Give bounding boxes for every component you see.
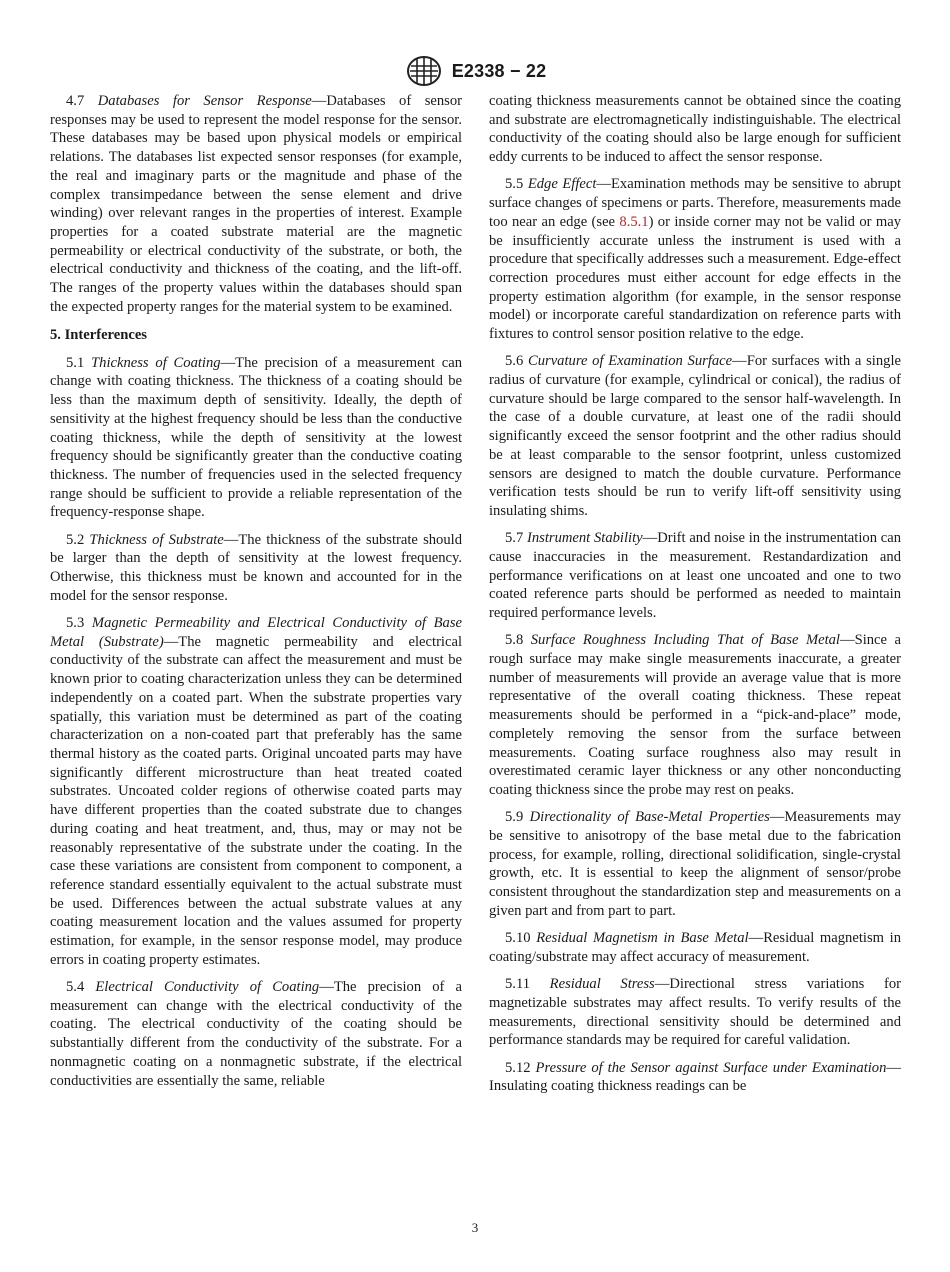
paragraph-text: The magnetic permeability and electrical conductivity of the substrate can affect the measurement and must be known prior to coating characterization unless they can be determined independently on a coated part. When the substrate properties vary spatially, this variation must be determined as part of the coating characterization on a non-coated part that preferably has the same thermal history as the coated parts. Original uncoated parts may have significantly different microstructure than heat treated coated substrates. Uncoated colder regions of otherwise coated parts may have different properties than the coated substrate due to changes during coating and heat treatment, and, thus, may or may not be reasonably representative of the substrate under the coating. In the case these variations are consistent from component to component, a reference standard essentially equivalent to the actual substrate must be used. Differences between the actual substrate values at any coating measurement location and the values assumed for property estimation, for example, in the sensor response model, may produce errors in coating property estimates.	[50, 633, 462, 968]
paragraph-text: Directional stress variations for magnetizable substrates may affect results. To verify results of the measurements, directional sensitivity should be determined and performance standards may be required for careful validation.	[489, 976, 901, 1049]
section-number: 5.1	[66, 354, 85, 371]
paragraph-4-7: 4.7 Databases for Sensor Response—Databases of sensor responses may be used to represent the model response for the sensor. These databases may be based upon physical models or empirical relations. The databases list expected sensor responses (for example, the real and imaginary parts or the magnitude and phase of the complex transimpedance between the sense element and drive winding) over relevant ranges in the properties of interest. Example properties for a coated substrate material are the magnetic permeability or electrical conductivity of the substrate, or both, the electrical conductivity and thickness of the coating, and the lift-off. The ranges of the property values within the databases should span the expected property ranges for the material system to be examined.	[50, 93, 462, 315]
section-title: Curvature of Examination Surface	[527, 353, 733, 370]
section-number: 5.9	[505, 809, 524, 826]
paragraph-text: Databases of sensor responses may be used to represent the model response for the sensor. These databases may be based upon physical models or empirical relations. The databases list expected sensor responses (for example, the real and imaginary parts or the magnitude and phase of the complex transimpedance between the sense element and drive winding) over relevant ranges in the properties of interest. Example properties for a coated substrate material are the magnetic permeability or electrical conductivity of the substrate, or both, the electrical conductivity and thickness of the coating, and the lift-off. The ranges of the property values within the databases should span the expected property ranges for the material system to be examined.	[50, 93, 462, 315]
paragraph-5-10: 5.10 Residual Magnetism in Base Metal—Residual magnetism in coating/substrate may affect accuracy of measurement.	[489, 930, 901, 965]
page-number: 3	[471, 1220, 479, 1235]
section-title: Electrical Conductivity of Coating	[95, 979, 320, 996]
paragraph-text: For surfaces with a single radius of curvature (for example, cylindrical or conical), the radius of curvature should be large compared to the sensor half-wavelength. In the case of a double curvature, at least one of the radii should significantly exceed the sensor footprint and the other radius should be at least comparable to the sensor footprint, unless customized sensors are designed to match the double curvature. Performance verification tests should be run to verify lift-off sensitivity using insulating shims.	[489, 353, 901, 519]
section-title: Databases for Sensor Response	[97, 93, 312, 109]
paragraph-text: Measurements may be sensitive to anisotropy of the base metal due to the fabrication process, for example, rolling, directional solidification, single-crystal growth, etc. It is essential to keep the alignment of sensor/probe consistent throughout the standardization step and measurements on a given part and from part to part.	[489, 809, 901, 919]
paragraph-5-1: 5.1 Thickness of Coating—The precision of a measurement can change with coating thickness. The thickness of a coating should be less than the maximum depth of sensitivity. Ideally, the depth of sensitivity at the highest frequency should be less than the conductive coating thickness, while the depth of sensitivity at the lowest frequency should be significantly greater than the conductive coating thickness. The number of frequencies used in the selected frequency range should be sufficient to provide a reliable representation of the frequency-response shape.	[50, 354, 462, 521]
paragraph-text: Drift and noise in the instrumentation can cause inaccuracies in the measurement. Restandardization and performance verifications on at least one uncoated and one to two coated reference parts should be performed as needed to maintain required performance levels.	[489, 530, 901, 622]
section-title: Magnetic Permeability and Electrical Conductivity of Base Metal (Substrate)	[50, 615, 462, 650]
page-header	[0, 54, 950, 88]
section-title: Instrument Stability	[527, 530, 643, 547]
left-column	[50, 92, 462, 1099]
section-title: Edge Effect	[527, 176, 597, 193]
section-number: 5.6	[505, 353, 524, 370]
standard-designation: E2338 − 22	[451, 60, 547, 81]
section-title: Thickness of Substrate	[89, 531, 224, 548]
paragraph-text: The precision of a measurement can change with the electrical conductivity of the coating. The electrical conductivity of the coating should be substantially different from the conductivity of the substrate. For a nonmagnetic coating on a nonmagnetic substrate, if the electrical conductivities are essentially the same, reliable	[50, 979, 462, 1089]
section-title: Residual Magnetism in Base Metal	[536, 930, 749, 947]
paragraph-text: ) or inside corner may not be valid or may be insufficiently accurate unless the instrument is used with a procedure that specifically addresses such a measurement. Edge-effect correction procedures must either account for edge effects in the property estimation algorithm (for example, in the sensor response model) or incorporate careful standardization on reference parts with fixtures to control sensor position relative to the edge.	[489, 213, 901, 343]
section-title: Surface Roughness Including That of Base Metal	[530, 632, 840, 649]
section-number: 5.2	[66, 531, 85, 548]
paragraph-text: Residual magnetism in coating/substrate may affect accuracy of measurement.	[489, 930, 901, 965]
section-title: Residual Stress	[549, 976, 655, 993]
paragraph-5-6: 5.6 Curvature of Examination Surface—For surfaces with a single radius of curvature (for example, cylindrical or conical), the radius of curvature should be large compared to the sensor half-wavelength. In the case of a double curvature, at least one of the radii should significantly exceed the sensor footprint and the other radius should be at least comparable to the sensor footprint, unless customized sensors are designed to match the double curvature. Performance verification tests should be run to verify lift-off sensitivity using insulating shims.	[489, 353, 901, 519]
section-number: 5.7	[505, 530, 524, 547]
section-title: Pressure of the Sensor against Surface under Examination	[535, 1059, 887, 1076]
section-number: 4.7	[66, 93, 85, 109]
astm-logo-icon	[404, 55, 444, 87]
section-number: 5.12	[505, 1059, 531, 1076]
paragraph-5-9: 5.9 Directionality of Base-Metal Properties—Measurements may be sensitive to anisotropy of the base metal due to the fabrication process, for example, rolling, directional solidification, single-crystal growth, etc. It is essential to keep the alignment of sensor/probe consistent throughout the standardization step and measurements on a given part and from part to part.	[489, 809, 901, 919]
paragraph-5-8: 5.8 Surface Roughness Including That of Base Metal—Since a rough surface may make single measurements inaccurate, a greater number of measurements will provide an average value that is more representative of the overall coating thickness. These repeat measurements should be performed in a “pick-and-place” mode, completely removing the sensor from the surface between measurements. Coating surface roughness also may result in overestimated ceramic layer thickness or any other nonconducting coating thickness since the probe may rest on peaks.	[489, 632, 901, 798]
paragraph-5-3: 5.3 Magnetic Permeability and Electrical Conductivity of Base Metal (Substrate)—The magnetic permeability and electrical conductivity of the substrate can affect the measurement and must be known prior to coating characterization unless they can be determined independently on a coated part. When the substrate properties vary spatially, this variation must be determined as part of the coating characterization on a non-coated part that preferably has the same thermal history as the coated parts. Original uncoated parts may have significantly different microstructure than heat treated coated substrates. Uncoated colder regions of otherwise coated parts may have different properties than the coated substrate due to changes during coating and heat treatment, and, thus, may or may not be reasonably representative of the substrate under the coating. In the case these variations are consistent from component to component, a reference standard essentially equivalent to the actual substrate must be used. Differences between the actual substrate values at any coating measurement location and the values assumed for property estimation, for example, in the sensor response model, may produce errors in coating property estimates.	[50, 615, 462, 968]
paragraph-5-4: 5.4 Electrical Conductivity of Coating—The precision of a measurement can change with the electrical conductivity of the coating. The electrical conductivity of the coating should be substantially different from the conductivity of the substrate. For a nonmagnetic coating on a nonmagnetic substrate, if the electrical conductivities are essentially the same, reliable	[50, 979, 462, 1089]
paragraph-5-7: 5.7 Instrument Stability—Drift and noise in the instrumentation can cause inaccuracies in the measurement. Restandardization and performance verifications on at least one uncoated and one to two coated reference parts should be performed as needed to maintain required performance levels.	[489, 530, 901, 622]
cross-reference-link[interactable]: 8.5.1	[619, 213, 649, 230]
section-number: 5.10	[505, 930, 531, 947]
paragraph-text: Examination methods may be sensitive to abrupt surface changes of specimens or parts. Therefore, measurements made too near an edge (see	[489, 176, 901, 230]
right-column	[489, 92, 901, 1105]
section-title: Thickness of Coating	[91, 354, 221, 371]
paragraph-5-4-continued: coating thickness measurements cannot be obtained since the coating and substrate are electromagnetically indistinguishable. The electrical conductivity of the coating should also be large enough for sufficient eddy currents to be induced to affect the sensor response.	[489, 93, 901, 166]
paragraph-5-11: 5.11 Residual Stress—Directional stress variations for magnetizable substrates may affect results. To verify results of the measurements, directional sensitivity should be determined and performance standards may be required for careful validation.	[489, 976, 901, 1049]
paragraph-text: Since a rough surface may make single measurements inaccurate, a greater number of measurements will provide an average value that is more representative of the overall coating thickness. These repeat measurements should be performed in a “pick-and-place” mode, completely removing the sensor from the surface between measurements. Coating surface roughness also may result in overestimated ceramic layer thickness or any other nonconducting coating thickness since the probe may rest on peaks.	[489, 632, 901, 798]
section-title: Directionality of Base-Metal Properties	[529, 809, 770, 826]
section-number: 5.4	[66, 979, 85, 996]
paragraph-text: Insulating coating thickness readings can be	[489, 1078, 747, 1095]
section-heading-interferences: 5. Interferences	[50, 327, 147, 344]
section-number: 5.5	[505, 176, 524, 193]
paragraph-5-2: 5.2 Thickness of Substrate—The thickness of the substrate should be larger than the depth of sensitivity at the lowest frequency. Otherwise, this thickness must be known and accounted for in the model for the sensor response.	[50, 531, 462, 604]
section-number: 5.11	[505, 976, 530, 993]
paragraph-5-12: 5.12 Pressure of the Sensor against Surface under Examination—Insulating coating thickness readings can be	[489, 1059, 901, 1095]
paragraph-text: The precision of a measurement can change with coating thickness. The thickness of a coating should be less than the maximum depth of sensitivity. Ideally, the depth of sensitivity at the highest frequency should be less than the conductive coating thickness, while the depth of sensitivity at the lowest frequency should be significantly greater than the conductive coating thickness. The number of frequencies used in the selected frequency range should be sufficient to provide a reliable representation of the frequency-response shape.	[50, 354, 462, 521]
section-number: 5.8	[505, 632, 524, 649]
section-number: 5.3	[66, 615, 85, 632]
paragraph-5-5: 5.5 Edge Effect—Examination methods may be sensitive to abrupt surface changes of specimens or parts. Therefore, measurements made too near an edge (see 8.5.1) or inside corner may not be valid or may be insufficiently accurate unless the instrument is used with a procedure that specifically addresses such a measurement. Edge-effect correction procedures must either account for edge effects in the property estimation algorithm (for example, in the sensor response model) or incorporate careful standardization on reference parts with fixtures to control sensor position relative to the edge.	[489, 176, 901, 343]
paragraph-text: The thickness of the substrate should be larger than the depth of sensitivity at the lowest frequency. Otherwise, this thickness must be known and accounted for in the model for the sensor response.	[50, 531, 462, 604]
